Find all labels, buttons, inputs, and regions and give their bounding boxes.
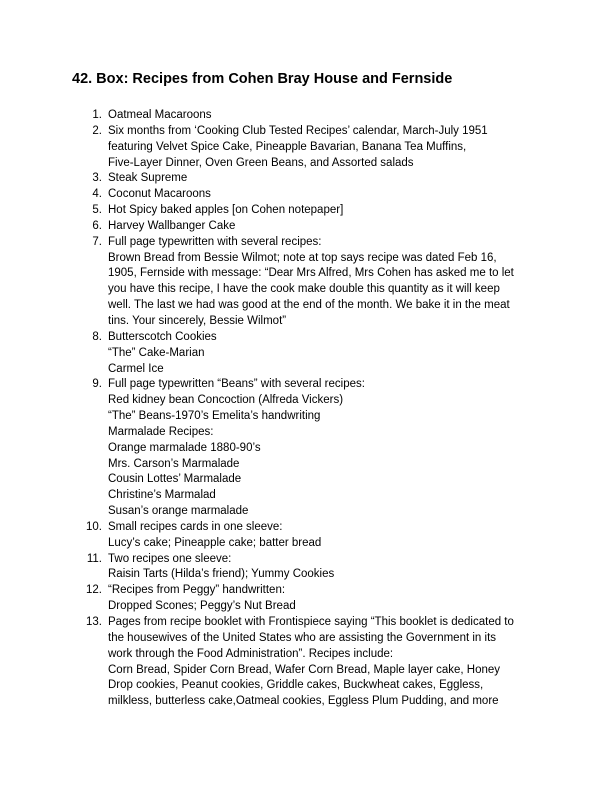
list-item-text [108,615,548,710]
list-item-line: Marmalade Recipes: [108,425,214,438]
list-item-number: 2. [92,124,102,137]
list-item-line: Cousin Lottes’ Marmalade [108,473,242,486]
list-item [0,377,612,520]
list-item-text [108,203,548,219]
list-item-line: Steak Supreme [108,172,188,185]
list-item-number: 10. [86,520,102,533]
list-item-line: you have this recipe, I have the cook make double this quantity as it will keep [108,283,500,296]
list-item-line: Oatmeal Macaroons [108,109,212,121]
list-item [0,615,612,710]
list-item [0,520,612,552]
list-item-line: “The” Cake-Marian [108,346,205,359]
list-item-line: 1905, Fernside with message: “Dear Mrs Alfred, Mrs Cohen has asked me to let [108,267,514,280]
page-title: 42. Box: Recipes from Cohen Bray House and Fernside [72,71,453,87]
list-item-line: Drop cookies, Peanut cookies, Griddle cakes, Buckwheat cakes, Eggless, [108,679,484,692]
list-item-text [108,124,548,172]
list-item-line: work through the Food Administration”. Recipes include: [108,647,394,660]
list-item [0,235,612,330]
list-item-line: Lucy’s cake; Pineapple cake; batter bread [108,536,322,549]
list-item-line: Two recipes one sleeve: [108,552,232,565]
list-item-line: Susan’s orange marmalade [108,505,249,518]
list-item-text [108,235,548,330]
list-item-text [108,552,548,584]
list-item-number: 5. [92,204,102,217]
list-item-line: milkless, butterless cake,Oatmeal cookies, Eggless Plum Pudding, and more [108,695,499,708]
list-item-line: Carmel Ice [108,362,164,375]
list-item [0,203,612,219]
list-item [0,219,612,235]
list-item-number: 3. [92,172,102,185]
list-item-line: Hot Spicy baked apples [on Cohen notepaper] [108,204,344,217]
list-item-number: 8. [92,330,102,343]
list-item-text [108,520,548,552]
list-item-text [108,330,548,378]
list-item-number: 13. [86,616,102,628]
list-item-text [108,108,548,124]
list-item-line: Small recipes cards in one sleeve: [108,520,283,533]
list-item-line: Pages from recipe booklet with Frontispiece saying “This booklet is dedicated to [108,616,514,628]
list-item-line: Five-Layer Dinner, Oven Green Beans, and Assorted salads [108,156,414,169]
list-item [0,187,612,203]
list-item-number: 7. [92,235,102,248]
list-item-text [108,219,548,235]
list-item-text [108,583,548,615]
list-item-line: Raisin Tarts (Hilda’s friend); Yummy Cookies [108,568,335,581]
list-item-line: Brown Bread from Bessie Wilmot; note at top says recipe was dated Feb 16, [108,251,497,264]
list-item-number: 9. [92,378,102,391]
list-item-line: well. The last we had was good at the end of the month. We bake it in the meat [108,299,510,312]
list-item-number: 1. [92,109,102,121]
list-item-line: Red kidney bean Concoction (Alfreda Vickers) [108,394,344,407]
recipe-list [0,108,612,710]
list-item-line: Full page typewritten with several recipes: [108,235,322,248]
list-item-line: Full page typewritten “Beans” with several recipes: [108,378,365,391]
list-item [0,552,612,584]
list-item-line: Butterscotch Cookies [108,330,217,343]
list-item-line: Orange marmalade 1880-90’s [108,441,261,454]
list-item [0,124,612,172]
list-item-line: featuring Velvet Spice Cake, Pineapple Bavarian, Banana Tea Muffins, [108,140,467,153]
list-item-line: Corn Bread, Spider Corn Bread, Wafer Corn Bread, Maple layer cake, Honey [108,663,501,676]
list-item-line: Harvey Wallbanger Cake [108,219,236,232]
list-item-number: 4. [92,188,102,201]
list-item-number: 12. [86,584,102,597]
list-item-line: “The” Beans-1970’s Emelita’s handwriting [108,410,321,423]
list-item-line: Coconut Macaroons [108,188,211,201]
list-item-line: Christine’s Marmalad [108,489,216,502]
list-item-line: tins. Your sincerely, Bessie Wilmot” [108,314,287,327]
list-item [0,330,612,378]
list-item [0,171,612,187]
list-item-line: the housewives of the United States who are assisting the Government in its [108,631,497,644]
list-item-line: Dropped Scones; Peggy’s Nut Bread [108,600,296,613]
list-item-number: 6. [92,219,102,232]
list-item-line: Mrs. Carson’s Marmalade [108,457,240,470]
list-item [0,583,612,615]
list-item [0,108,612,124]
list-item-number: 11. [86,552,102,565]
list-item-line: “Recipes from Peggy” handwritten: [108,584,286,597]
list-item-text [108,377,548,520]
list-item-text [108,187,548,203]
list-item-line: Six months from ‘Cooking Club Tested Recipes’ calendar, March-July 1951 [108,124,488,137]
list-item-text [108,171,548,187]
